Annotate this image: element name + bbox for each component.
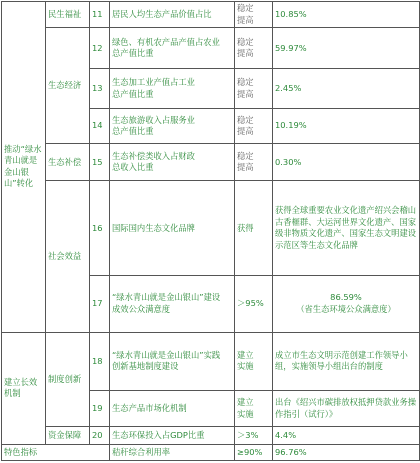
table-row: [2, 2, 420, 28]
target-value: 稳定 提高: [235, 108, 273, 144]
target-value: 获得: [235, 181, 273, 276]
target-value: 稳定 提高: [235, 2, 273, 28]
row-number: 12: [90, 28, 110, 69]
subcategory-social: 社会效益: [46, 181, 90, 332]
indicator-name: 生态产品市场化机制: [110, 391, 235, 427]
indicator-name: 绿色、有机农产品产值占农业 总产值比重: [110, 28, 235, 69]
current-value: 10.85%: [273, 2, 420, 28]
row-number: 19: [90, 391, 110, 427]
target-value: 稳定 提高: [235, 28, 273, 69]
subcategory-system: 制度创新: [46, 332, 90, 427]
current-value: 10.19%: [273, 108, 420, 144]
row-number: 16: [90, 181, 110, 276]
row-number: 17: [90, 276, 110, 333]
row-number: 11: [90, 2, 110, 28]
target-value: 稳定 提高: [235, 144, 273, 181]
table-row: [2, 28, 420, 69]
table-row: [2, 427, 420, 444]
target-value: 建立 实施: [235, 332, 273, 391]
subcategory-welfare: 民生福祉: [46, 2, 90, 28]
indicator-name: 生态环保投入占GDP比重: [110, 427, 235, 444]
indicator-name: 生态加工业产值占工业 总产值比重: [110, 69, 235, 108]
row-number: 15: [90, 144, 110, 181]
indicator-name: 生态补偿类收入占财政 总收入比重: [110, 144, 235, 181]
current-value: 成立市生态文明示范创建工作领导小组，实施领导小组出台的制度: [273, 332, 420, 391]
target-value: ＞3%: [235, 427, 273, 444]
subcategory-guarantee: 资金保障: [46, 427, 90, 444]
category-main-c: 特色指标: [2, 444, 110, 460]
indicator-name: “绿水青山就是金山银山”实践 创新基地制度建设: [110, 332, 235, 391]
target-value: 建立 实施: [235, 391, 273, 427]
indicator-name: 生态旅游收入占服务业 总产值比重: [110, 108, 235, 144]
category-main-b: 建立长效机制: [2, 332, 46, 444]
current-value: 0.30%: [273, 144, 420, 181]
row-number: 18: [90, 332, 110, 391]
subcategory-economy: 生态经济: [46, 28, 90, 144]
indicator-name: 国际国内生态文化品牌: [110, 181, 235, 276]
row-number: 20: [90, 427, 110, 444]
target-value: 稳定 提高: [235, 69, 273, 108]
current-value: 获得全球重要农业文化遗产绍兴会稽山古香榧群、大运河世界文化遗产、国家级非物质文化遗产、国家生态文明建设示范区等生态文化品牌: [273, 181, 420, 276]
current-value: 59.97%: [273, 28, 420, 69]
current-value: 出台《绍兴市碳排放权抵押贷款业务操作指引（试行）》: [273, 391, 420, 427]
table-row: [2, 332, 420, 391]
target-value: ＞95%: [235, 276, 273, 333]
indicator-name: 居民人均生态产品价值占比: [110, 2, 235, 28]
target-value: ≥90%: [235, 444, 273, 460]
table-row: [2, 181, 420, 276]
subcategory-compensation: 生态补偿: [46, 144, 90, 181]
indicator-name: 秸秆综合利用率: [110, 444, 235, 460]
indicator-table: [1, 1, 420, 461]
category-main-a: 推动“绿水青山就是金山银山”转化: [2, 2, 46, 333]
table-row: [2, 144, 420, 181]
indicator-name: “绿水青山就是金山银山”建设 成效公众满意度: [110, 276, 235, 333]
current-value: 4.4%: [273, 427, 420, 444]
current-value: 96.76%: [273, 444, 420, 460]
table-row: [2, 444, 420, 460]
row-number: 14: [90, 108, 110, 144]
current-value: 2.45%: [273, 69, 420, 108]
current-value: 86.59% （省生态环境公众满意度）: [273, 276, 420, 333]
row-number: 13: [90, 69, 110, 108]
